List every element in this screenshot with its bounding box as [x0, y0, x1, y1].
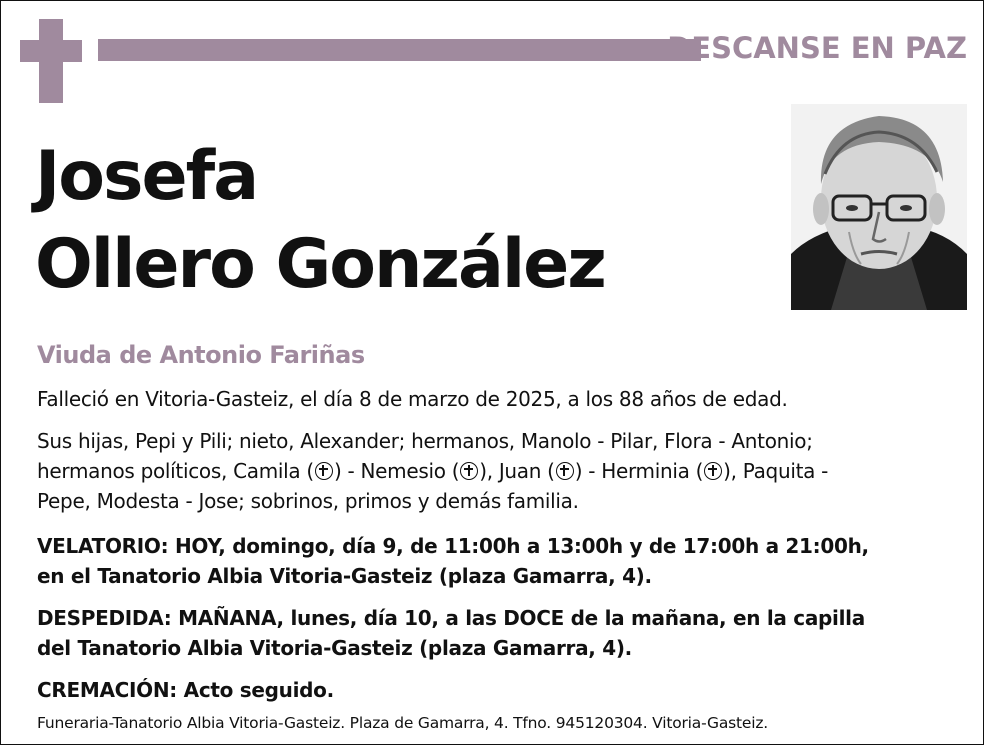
despedida-line-2: del Tanatorio Albia Vitoria-Gasteiz (plaza Gamarra, 4). — [37, 636, 632, 660]
funeral-home-footer: Funeraria-Tanatorio Albia Vitoria-Gasteiz. Plaza de Gamarra, 4. Tfno. 945120304. Vitoria-Gasteiz. — [37, 714, 769, 732]
deceased-subtitle: Viuda de Antonio Fariñas — [37, 341, 365, 369]
cremacion-text: CREMACIÓN: Acto seguido. — [37, 678, 334, 702]
cross-icon-bar — [20, 40, 82, 62]
death-text: Falleció en Vitoria-Gasteiz, el día 8 de marzo de 2025, a los 88 años de edad. — [37, 387, 788, 411]
cremacion-paragraph — [37, 675, 957, 705]
despedida-line-1: DESPEDIDA: MAÑANA, lunes, día 10, a las DOCE de la mañana, en la capilla — [37, 606, 865, 630]
family-line-1: Sus hijas, Pepi y Pili; nieto, Alexander; hermanos, Manolo - Pilar, Flora - Antonio; — [37, 429, 813, 453]
family-paragraph — [37, 426, 957, 516]
velatorio-line-1: VELATORIO: HOY, domingo, día 9, de 11:00h a 13:00h y de 17:00h a 21:00h, — [37, 534, 869, 558]
family-line-3: Pepe, Modesta - Jose; sobrinos, primos y demás familia. — [37, 489, 579, 513]
velatorio-paragraph — [37, 531, 957, 591]
deceased-cross-icon — [460, 462, 478, 480]
deceased-cross-icon — [315, 462, 333, 480]
velatorio-line-2: en el Tanatorio Albia Vitoria-Gasteiz (plaza Gamarra, 4). — [37, 564, 652, 588]
deceased-cross-icon — [704, 462, 722, 480]
despedida-paragraph — [37, 603, 957, 663]
header-label: DESCANSE EN PAZ — [667, 31, 967, 65]
portrait-photo — [791, 104, 967, 310]
header-rule — [98, 39, 701, 61]
surnames: Ollero González — [35, 225, 605, 304]
deceased-cross-icon — [556, 462, 574, 480]
family-line-2: hermanos políticos, Camila ( ) - Nemesio ( ), Juan ( ) - Herminia ( ), Paquita - — [37, 459, 829, 483]
first-name: Josefa — [35, 137, 258, 216]
deceased-name — [35, 133, 605, 309]
death-notice — [37, 384, 957, 414]
